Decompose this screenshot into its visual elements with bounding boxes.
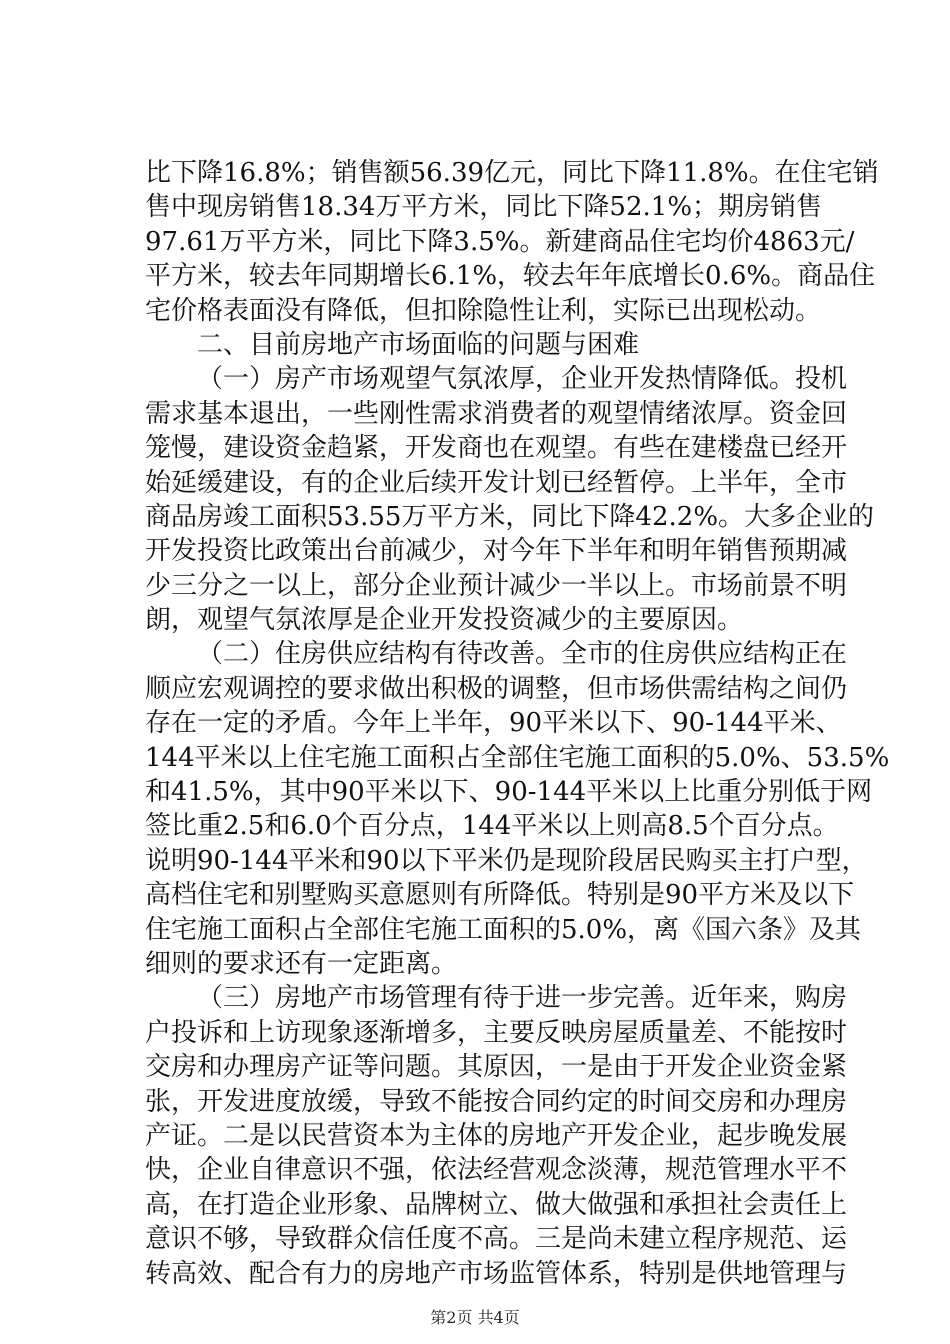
- document-body: [145, 156, 890, 1291]
- text-line: 户投诉和上访现象逐渐增多，主要反映房屋质量差、不能按时: [145, 1017, 848, 1048]
- text-line: （三）房地产市场管理有待于进一步完善。近年来，购房: [197, 983, 848, 1014]
- text-line: 朗，观望气氛浓厚是企业开发投资减少的主要原因。: [145, 605, 744, 636]
- text-line: 高档住宅和别墅购买意愿则有所降低。特别是90平方米及以下: [145, 880, 855, 911]
- text-line: （一）房产市场观望气氛浓厚，企业开发热情降低。投机: [197, 364, 848, 395]
- text-line: 97.61万平方米，同比下降3.5%。新建商品住宅均价4863元/: [145, 226, 855, 257]
- text-line: （二）住房供应结构有待改善。全市的住房供应结构正在: [197, 639, 848, 670]
- text-line: 少三分之一以上，部分企业预计减少一半以上。市场前景不明: [145, 570, 848, 601]
- text-line: 转高效、配合有力的房地产市场监管体系，特别是供地管理与: [145, 1258, 848, 1289]
- text-line: 和41.5%，其中90平米以下、90-144平米以上比重分别低于网: [145, 777, 873, 808]
- text-line: 开发投资比政策出台前减少，对今年下半年和明年销售预期减: [145, 536, 848, 567]
- text-line: 顺应宏观调控的要求做出积极的调整，但市场供需结构之间仍: [145, 673, 848, 704]
- text-line: 住宅施工面积占全部住宅施工面积的5.0%，离《国六条》及其: [145, 914, 862, 945]
- text-line: 售中现房销售18.34万平方米，同比下降52.1%；期房销售: [145, 192, 823, 223]
- text-line: 产证。二是以民营资本为主体的房地产开发企业，起步晚发展: [145, 1120, 848, 1151]
- text-line: 张，开发进度放缓，导致不能按合同约定的时间交房和办理房: [145, 1086, 848, 1117]
- text-line: 商品房竣工面积53.55万平方米，同比下降42.2%。大多企业的: [145, 501, 875, 532]
- text-line: 宅价格表面没有降低，但扣除隐性让利，实际已出现松动。: [145, 295, 822, 326]
- text-line: 笼慢，建设资金趋紧，开发商也在观望。有些在建楼盘已经开: [145, 433, 848, 464]
- text-line: 需求基本退出，一些刚性需求消费者的观望情绪浓厚。资金回: [145, 398, 848, 429]
- text-line: 比下降16.8%；销售额56.39亿元，同比下降11.8%。在住宅销: [145, 158, 879, 188]
- text-line: 存在一定的矛盾。今年上半年，90平米以下、90-144平米、: [145, 708, 842, 739]
- page-footer: 第2页 共4页: [430, 1308, 520, 1327]
- text-line: 细则的要求还有一定距离。: [145, 948, 458, 979]
- text-line: 二、目前房地产市场面临的问题与困难: [197, 329, 640, 360]
- text-line: 144平米以上住宅施工面积占全部住宅施工面积的5.0%、53.5%: [145, 742, 890, 773]
- text-line: 意识不够，导致群众信任度不高。三是尚未建立程序规范、运: [145, 1224, 848, 1255]
- text-line: 交房和办理房产证等问题。其原因，一是由于开发企业资金紧: [145, 1052, 848, 1083]
- text-line: 始延缓建设，有的企业后续开发计划已经暂停。上半年，全市: [145, 467, 848, 498]
- text-line: 高，在打造企业形象、品牌树立、做大做强和承担社会责任上: [145, 1189, 848, 1220]
- text-line: 说明90-144平米和90以下平米仍是现阶段居民购买主打户型，: [145, 845, 868, 876]
- text-line: 平方米，较去年同期增长6.1%，较去年年底增长0.6%。商品住: [145, 261, 876, 292]
- text-line: 签比重2.5和6.0个百分点，144平米以上则高8.5个百分点。: [145, 811, 839, 842]
- text-line: 快，企业自律意识不强，依法经营观念淡薄，规范管理水平不: [145, 1155, 848, 1186]
